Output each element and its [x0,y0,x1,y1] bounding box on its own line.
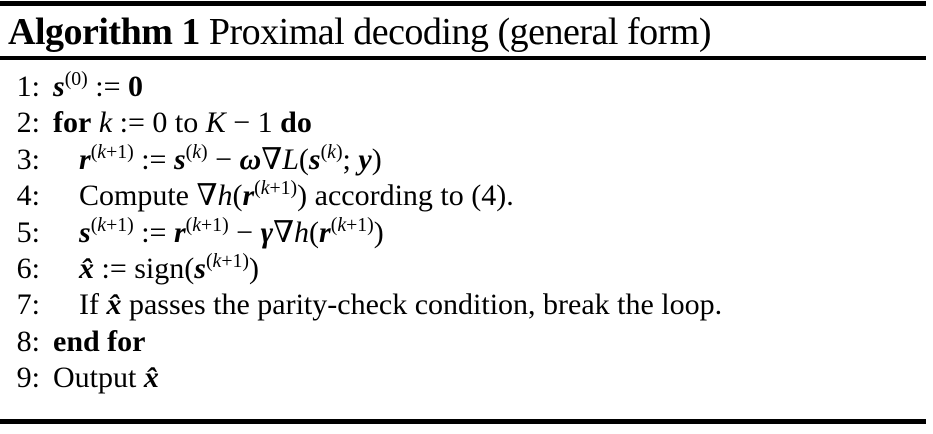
math-segment: ( [320,140,328,163]
line-number: 8: [16,324,40,358]
math-segment: +1) [201,213,229,236]
algo-line-2 [8,105,926,141]
algo-line-6 [8,251,926,287]
line-number: 6: [16,251,40,285]
line-number: 1: [16,70,40,103]
line-number: 7: [16,288,40,322]
math-segment: k [212,250,222,273]
line-content [53,69,143,105]
math-segment: ( [309,215,320,249]
line-content [53,142,382,178]
bottom-spacer [0,397,926,419]
math-segment: 0 [128,70,144,103]
math-segment: end for [53,324,146,358]
math-segment: s [79,215,91,249]
math-segment: ∇ [273,215,295,249]
math-segment: ( [330,213,338,236]
math-segment: x̂ [106,288,122,322]
line-content [53,251,259,287]
math-segment: s [173,142,186,176]
algo-line-9 [8,360,926,396]
math-segment: ) [201,140,208,163]
math-segment: Output [53,361,144,395]
math-segment: ( [185,213,193,236]
math-segment: K [205,106,226,140]
math-segment: r [79,142,91,176]
math-segment: s [53,70,65,103]
math-segment: ∇ [261,142,283,176]
math-segment: s [308,142,321,176]
algo-line-4 [8,178,926,214]
math-segment: y [358,142,372,176]
algorithm-body [0,60,926,397]
line-content [53,287,722,323]
math-segment: k [327,140,336,163]
algo-line-1 [8,69,926,105]
line-number: 5: [16,215,40,249]
math-segment: for [53,106,92,140]
math-segment: h [217,179,233,213]
math-segment: +1) [269,177,298,200]
math-segment: Compute [79,179,197,213]
algorithm-title: Proximal decoding (general form) [199,11,711,53]
math-segment: r [319,215,331,249]
math-segment: +1) [106,140,134,163]
line-number: 2: [16,106,40,140]
math-segment: − 1 [225,106,281,140]
line-content [53,105,312,141]
algo-line-3 [8,142,926,178]
math-segment [91,106,99,139]
line-number: 9: [16,361,40,395]
math-segment: := [87,70,129,103]
math-segment: ( [205,250,213,273]
math-segment: k [192,213,202,236]
line-content [53,324,146,360]
line-content [53,178,514,214]
math-segment: r [173,215,186,249]
math-segment: ( [185,140,193,163]
math-segment: := 0 to [112,106,206,140]
math-segment: k [97,140,107,163]
math-segment: x̂ [79,251,94,285]
algo-line-7 [8,287,926,323]
math-segment: (0) [64,68,88,91]
math-segment: ) [373,215,384,249]
math-segment: If [79,288,107,322]
math-segment: h [294,215,310,249]
math-segment: ) according to (4). [297,179,514,213]
math-segment: ω [239,142,262,176]
math-segment: +1) [346,213,374,236]
math-segment: ( [90,213,98,236]
math-segment: ( [254,177,261,200]
math-segment: k [337,213,347,236]
math-segment: ( [298,142,309,176]
math-segment: ( [90,140,98,163]
math-segment: ) [248,251,259,285]
line-content [53,215,384,251]
math-segment: γ [260,215,274,249]
math-segment: ( [232,179,243,213]
line-number: 4: [16,179,40,213]
math-segment: do [280,106,312,140]
math-segment: k [192,140,202,163]
algorithm-block [0,1,926,424]
math-segment: := [133,215,174,249]
bottom-rule [0,419,926,424]
math-segment: s [194,251,206,285]
math-segment: passes the parity-check condition, break the loop. [121,288,723,322]
algorithm-label: Algorithm 1 [8,11,200,53]
math-segment: := sign( [94,251,195,285]
math-segment: k [260,177,270,200]
line-content [53,360,159,396]
math-segment: k [98,106,113,140]
math-segment: k [97,213,107,236]
algo-line-8 [8,324,926,360]
math-segment: − [228,215,261,249]
line-number: 3: [16,142,40,176]
math-segment: ; [342,142,359,176]
math-segment: − [207,142,240,176]
math-segment: ) [371,142,382,176]
algo-line-5 [8,215,926,251]
math-segment: r [242,179,255,213]
math-segment: x̂ [143,361,159,395]
math-segment: := [133,142,174,176]
math-segment: +1) [106,213,134,236]
algorithm-header [0,6,926,56]
math-segment: L [282,142,299,176]
math-segment: ∇ [196,179,218,213]
math-segment: +1) [221,250,249,273]
math-segment: ) [335,140,343,163]
